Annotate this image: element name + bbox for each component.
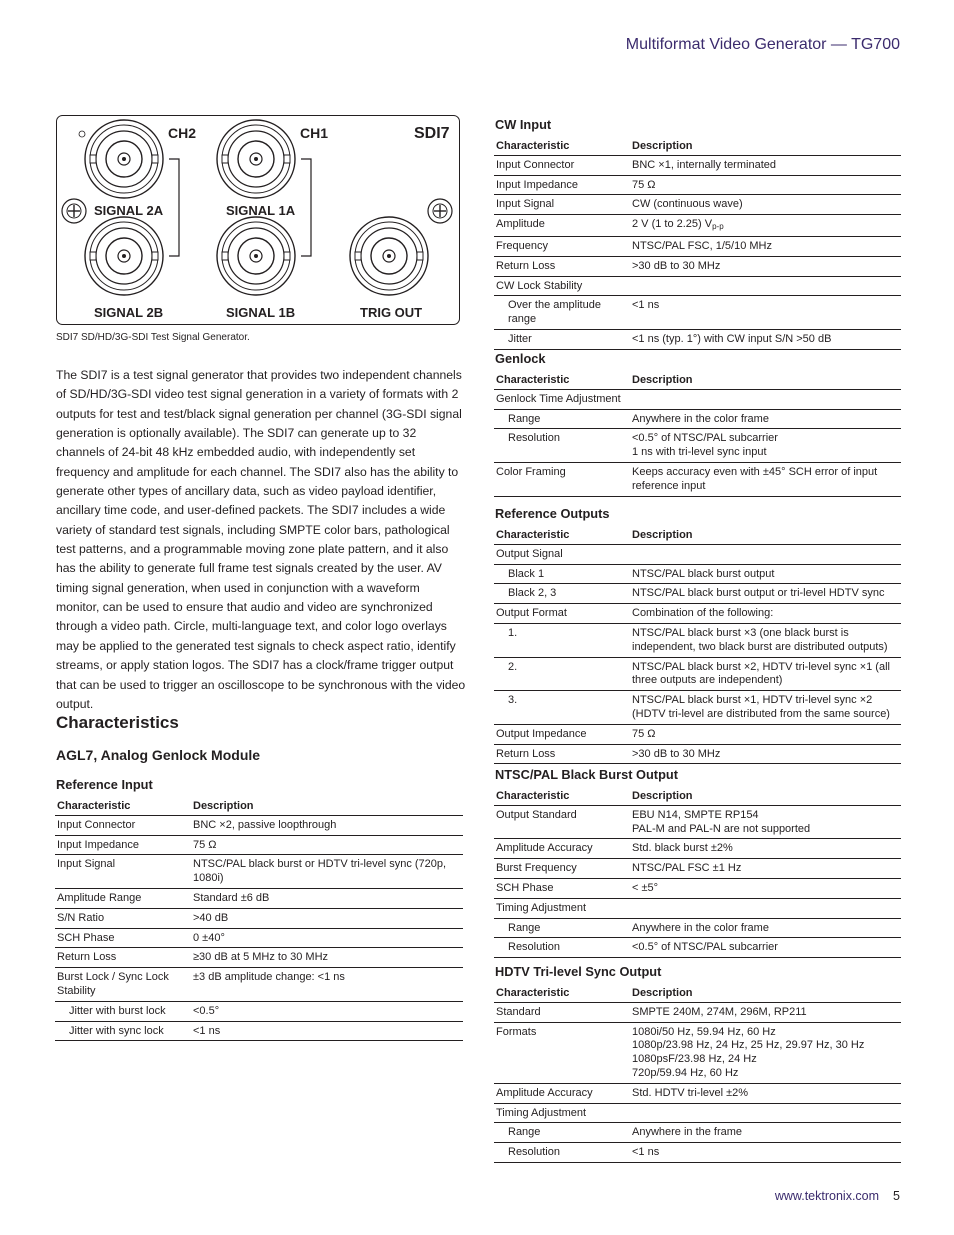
characteristic-cell — [494, 1002, 630, 1022]
description-cell — [191, 888, 463, 908]
table-row — [494, 175, 901, 195]
characteristic-cell — [494, 898, 630, 918]
cell-text: Anywhere in the color frame — [632, 921, 769, 934]
characteristic-cell — [494, 805, 630, 839]
description-cell — [191, 835, 463, 855]
table-row — [55, 968, 463, 1002]
figure-caption: SDI7 SD/HD/3G-SDI Test Signal Generator. — [56, 332, 250, 343]
cell-text: Anywhere in the frame — [632, 1126, 743, 1139]
page-number: 5 — [893, 1189, 900, 1203]
table-row — [494, 691, 901, 725]
cell-text: Input Connector — [57, 818, 136, 831]
hdtv-title: HDTV Tri-level Sync Output — [495, 964, 662, 979]
description-cell — [191, 855, 463, 889]
cell-text: 0 ±40° — [193, 931, 225, 944]
cell-text: Resolution — [508, 1146, 560, 1159]
cell-text: Return Loss — [57, 951, 117, 964]
column-header-characteristic: Characteristic — [494, 138, 630, 155]
cell-text: 3. — [508, 694, 518, 707]
cell-text: Standard ±6 dB — [193, 891, 270, 904]
table-row — [55, 888, 463, 908]
table-row — [55, 1001, 463, 1021]
column-header-characteristic: Characteristic — [494, 372, 630, 389]
characteristic-cell — [494, 544, 630, 564]
cell-text: Range — [508, 1126, 541, 1139]
cell-text: BNC ×1, internally terminated — [632, 158, 776, 171]
table-row — [494, 938, 901, 958]
cell-text: Jitter with burst lock — [69, 1004, 166, 1017]
reference-input-title: Reference Input — [56, 777, 153, 792]
description-cell — [630, 1022, 901, 1083]
table-row — [494, 544, 901, 564]
characteristic-cell — [494, 1143, 630, 1163]
cell-text: Output Impedance — [496, 727, 587, 740]
table-row — [494, 805, 901, 839]
characteristic-cell — [494, 1022, 630, 1083]
cell-text: Input Connector — [496, 158, 575, 171]
cell-text: <1 ns — [193, 1024, 221, 1037]
table-row — [494, 409, 901, 429]
column-header-description: Description — [630, 788, 901, 805]
cell-text: <1 ns — [632, 1146, 660, 1159]
characteristic-cell — [494, 155, 630, 175]
characteristic-cell — [494, 744, 630, 764]
cell-text: CW Lock Stability — [496, 279, 583, 292]
characteristic-cell — [494, 918, 630, 938]
characteristic-cell — [55, 1021, 191, 1041]
table-row — [494, 859, 901, 879]
description-cell — [630, 724, 901, 744]
cell-text: Amplitude Accuracy — [496, 1086, 593, 1099]
cell-text: NTSC/PAL black burst output or tri-level HDTV sync — [632, 587, 885, 600]
cell-text: Combination of the following: — [632, 607, 774, 620]
characteristic-cell — [494, 462, 630, 496]
cell-text: Input Signal — [496, 198, 555, 211]
table-row — [494, 155, 901, 175]
cell-text: Anywhere in the color frame — [632, 412, 769, 425]
cell-text: Formats — [496, 1025, 537, 1038]
cell-text: Black 1 — [508, 567, 545, 580]
column-header-characteristic: Characteristic — [494, 985, 630, 1002]
table-row — [55, 908, 463, 928]
table-row — [494, 564, 901, 584]
cell-text: Resolution — [508, 941, 560, 954]
column-header-description: Description — [630, 372, 901, 389]
characteristic-cell — [494, 724, 630, 744]
table-row — [494, 429, 901, 463]
label-ch2: CH2 — [168, 125, 197, 141]
description-cell — [630, 839, 901, 859]
characteristic-cell — [494, 1103, 630, 1123]
table-row — [494, 276, 901, 296]
cell-text: EBU N14, SMPTE RP154 PAL-M and PAL-N are not supported — [632, 808, 811, 835]
description-cell — [630, 329, 901, 349]
cell-text: Return Loss — [496, 747, 556, 760]
description-cell — [191, 928, 463, 948]
characteristic-cell — [55, 928, 191, 948]
agl7-heading: AGL7, Analog Genlock Module — [56, 747, 261, 763]
characteristic-cell — [55, 835, 191, 855]
characteristic-cell — [55, 1001, 191, 1021]
cell-text: >30 dB to 30 MHz — [632, 259, 721, 272]
description-cell — [630, 918, 901, 938]
description-cell — [630, 215, 901, 237]
description-cell — [191, 948, 463, 968]
characteristic-cell — [494, 1123, 630, 1143]
description-cell — [630, 878, 901, 898]
cell-text: 2. — [508, 660, 518, 673]
cell-text: Frequency — [496, 239, 548, 252]
table-row — [494, 839, 901, 859]
cell-text: CW (continuous wave) — [632, 198, 743, 211]
cell-text: 75 Ω — [632, 178, 656, 191]
cell-text: >30 dB to 30 MHz — [632, 747, 721, 760]
sdi7-rear-panel-illustration — [56, 115, 460, 325]
description-cell — [630, 236, 901, 256]
characteristic-cell — [55, 815, 191, 835]
cell-text: Over the amplitude range — [508, 299, 601, 326]
label-signal-2b: SIGNAL 2B — [94, 305, 164, 320]
cell-text: Burst Frequency — [496, 862, 577, 875]
characteristic-cell — [494, 839, 630, 859]
table-row — [55, 928, 463, 948]
ntsc-pal-table — [494, 788, 901, 958]
column-header-description: Description — [191, 798, 463, 815]
table-row — [55, 815, 463, 835]
cell-text: NTSC/PAL FSC, 1/5/10 MHz — [632, 239, 772, 252]
cell-text: >40 dB — [193, 911, 229, 924]
description-cell — [630, 1083, 901, 1103]
characteristic-cell — [494, 691, 630, 725]
table-row — [494, 1143, 901, 1163]
description-cell — [630, 1002, 901, 1022]
table-row — [494, 462, 901, 496]
table-row — [494, 1083, 901, 1103]
characteristic-cell — [494, 175, 630, 195]
description-cell — [630, 564, 901, 584]
description-cell — [630, 409, 901, 429]
hdtv-sync-output-section — [494, 964, 901, 1163]
table-row — [494, 744, 901, 764]
characteristic-cell — [494, 878, 630, 898]
characteristics-heading: Characteristics — [56, 713, 179, 732]
cell-text: Return Loss — [496, 259, 556, 272]
cell-text: Output Standard — [496, 808, 577, 821]
table-row — [494, 724, 901, 744]
cell-text: NTSC/PAL FSC ±1 Hz — [632, 862, 742, 875]
table-row — [494, 1123, 901, 1143]
characteristic-cell — [494, 215, 630, 237]
description-cell — [191, 815, 463, 835]
description-cell — [191, 908, 463, 928]
characteristic-cell — [494, 236, 630, 256]
description-cell — [630, 1103, 901, 1123]
cell-text: Output Signal — [496, 547, 563, 560]
characteristic-cell — [494, 256, 630, 276]
genlock-title: Genlock — [495, 351, 546, 366]
intro-paragraph — [56, 366, 466, 714]
reference-outputs-title: Reference Outputs — [495, 506, 610, 521]
cell-text: Color Framing — [496, 465, 566, 478]
cell-text: SCH Phase — [496, 881, 554, 894]
genlock-table — [494, 372, 901, 497]
cell-text: Input Impedance — [496, 178, 578, 191]
genlock-section — [494, 351, 901, 497]
characteristic-cell — [494, 195, 630, 215]
table-row — [494, 1002, 901, 1022]
cw-input-section — [494, 117, 901, 350]
cell-text: <1 ns — [632, 299, 660, 312]
cell-text: Black 2, 3 — [508, 587, 557, 600]
description-cell — [630, 744, 901, 764]
cell-text: <0.5° — [193, 1004, 220, 1017]
description-cell — [630, 175, 901, 195]
column-header-characteristic: Characteristic — [494, 788, 630, 805]
label-trig-out: TRIG OUT — [360, 305, 423, 320]
table-row — [494, 236, 901, 256]
column-header-description: Description — [630, 138, 901, 155]
table-row — [494, 389, 901, 409]
cell-text: Std. HDTV tri-level ±2% — [632, 1086, 749, 1099]
description-cell — [630, 584, 901, 604]
table-row — [494, 1022, 901, 1083]
column-header-characteristic: Characteristic — [494, 527, 630, 544]
characteristic-cell — [494, 604, 630, 624]
cell-text: NTSC/PAL black burst output — [632, 567, 775, 580]
characteristic-cell — [494, 623, 630, 657]
description-cell — [630, 429, 901, 463]
cw-input-title: CW Input — [495, 117, 552, 132]
table-row — [494, 898, 901, 918]
cell-text: BNC ×2, passive loopthrough — [193, 818, 337, 831]
characteristic-cell — [55, 908, 191, 928]
table-row — [494, 657, 901, 691]
label-ch1: CH1 — [300, 125, 329, 141]
cell-text: Keeps accuracy even with ±45° SCH error of input reference input — [632, 465, 878, 492]
reference-input-section — [55, 777, 463, 1041]
table-row — [494, 918, 901, 938]
label-signal-2a: SIGNAL 2A — [94, 203, 164, 218]
cell-text: Burst Lock / Sync Lock Stability — [57, 971, 169, 997]
table-row — [494, 878, 901, 898]
cell-text: Standard — [496, 1005, 541, 1018]
characteristic-cell — [55, 855, 191, 889]
characteristic-cell — [494, 938, 630, 958]
description-cell — [630, 938, 901, 958]
cell-text: Input Signal — [57, 858, 116, 871]
description-cell — [630, 604, 901, 624]
cell-text: Amplitude Accuracy — [496, 842, 593, 855]
characteristic-cell — [494, 657, 630, 691]
cell-text: 75 Ω — [193, 838, 217, 851]
description-cell — [630, 256, 901, 276]
cell-text: < ±5° — [632, 881, 659, 894]
cell-text: SCH Phase — [57, 931, 115, 944]
description-cell — [630, 623, 901, 657]
column-header-description: Description — [630, 527, 901, 544]
description-cell — [630, 155, 901, 175]
table-row — [494, 256, 901, 276]
description-cell — [630, 1143, 901, 1163]
hdtv-table — [494, 985, 901, 1163]
table-row — [494, 584, 901, 604]
reference-outputs-section — [494, 506, 901, 764]
description-cell — [191, 1021, 463, 1041]
table-row — [55, 835, 463, 855]
cell-text: ±3 dB amplitude change: <1 ns — [193, 971, 345, 984]
table-row — [494, 296, 901, 330]
reference-input-table — [55, 798, 463, 1041]
cell-text: Jitter with sync lock — [69, 1024, 164, 1037]
intro-text: The SDI7 is a test signal generator that provides two independent channels of SD/HD/3G-SDI video test signal generation in a variety of formats with 2 outputs for test and test/black signal generation per channel (3G-SDI signal generation is optionally available). The SDI7 can generate up to 32 channels of 24-bit 48 kHz embedded audio, with independently set frequency and amplitude for each channel. The SDI7 also has the ability to generate other types of ancillary data, such as video payload identifier, ancillary time code, and user-defined packets. The SDI7 includes a wide variety of standard test signals, including SMPTE color bars, pathological test patterns, and a programmable moving zone plate pattern, and it also has the ability to generate full frame test signals created by the user. AV timing signal generation, when used in conjunction with a waveform monitor, can be used to ensure that audio and video are synchronized through a video path. Circle, multi-language text, and color logo overlays may be applied to the generated test signals to check aspect ratio, identify streams, or apply station logos. The SDI7 has a clock/frame trigger output that can be used to trigger an oscilloscope to be synchronous with the video output. — [56, 368, 466, 711]
characteristic-cell — [494, 429, 630, 463]
description-cell — [630, 389, 901, 409]
description-cell — [191, 968, 463, 1002]
characteristic-cell — [494, 859, 630, 879]
table-row — [494, 215, 901, 237]
cell-text: 1080i/50 Hz, 59.94 Hz, 60 Hz 1080p/23.98 Hz, 24 Hz, 25 Hz, 29.97 Hz, 30 Hz 1080psF/23.98 Hz, 24 Hz 720p/59.94 Hz, 60 Hz — [632, 1025, 865, 1079]
description-cell — [630, 657, 901, 691]
footer-url-link[interactable]: www.tektronix.com — [774, 1189, 880, 1203]
characteristic-cell — [494, 329, 630, 349]
characteristic-cell — [55, 948, 191, 968]
cell-text: NTSC/PAL black burst or HDTV tri-level sync (720p, 1080i) — [193, 858, 447, 885]
characteristic-cell — [494, 584, 630, 604]
cell-text: Timing Adjustment — [496, 901, 587, 914]
page-header-title: Multiformat Video Generator — TG700 — [625, 36, 900, 53]
label-signal-1a: SIGNAL 1A — [226, 203, 296, 218]
table-row — [494, 329, 901, 349]
label-signal-1b: SIGNAL 1B — [226, 305, 296, 320]
characteristic-cell — [494, 389, 630, 409]
characteristic-cell — [55, 888, 191, 908]
column-header-description: Description — [630, 985, 901, 1002]
page-footer — [775, 1189, 900, 1203]
ntsc-pal-title: NTSC/PAL Black Burst Output — [495, 767, 678, 782]
cell-text: Jitter — [508, 332, 532, 345]
column-header-characteristic: Characteristic — [55, 798, 191, 815]
cell-text: Range — [508, 921, 541, 934]
description-cell — [630, 805, 901, 839]
description-cell — [191, 1001, 463, 1021]
cell-text: S/N Ratio — [57, 911, 105, 924]
cell-text: NTSC/PAL black burst ×1, HDTV tri-level sync ×2 (HDTV tri-level are distributed from the same source) — [632, 694, 890, 720]
ntsc-pal-output-section — [494, 767, 901, 958]
cell-text: <0.5° of NTSC/PAL subcarrier — [632, 941, 778, 954]
characteristic-cell — [494, 296, 630, 330]
characteristic-cell — [494, 1083, 630, 1103]
cell-text: Amplitude Range — [57, 891, 142, 904]
table-row — [55, 1021, 463, 1041]
characteristic-cell — [494, 409, 630, 429]
table-row — [494, 604, 901, 624]
cell-text: Output Format — [496, 607, 567, 620]
characteristic-cell — [494, 564, 630, 584]
cell-text: <1 ns (typ. 1°) with CW input S/N >50 dB — [632, 332, 832, 345]
cell-text: SMPTE 240M, 274M, 296M, RP211 — [632, 1005, 807, 1018]
description-cell — [630, 544, 901, 564]
cell-text: 75 Ω — [632, 727, 656, 740]
reference-outputs-table — [494, 527, 901, 764]
cell-text: Timing Adjustment — [496, 1106, 587, 1119]
cell-text: <0.5° of NTSC/PAL subcarrier 1 ns with tri-level sync input — [632, 432, 778, 459]
cw-input-table — [494, 138, 901, 350]
table-row — [494, 623, 901, 657]
description-cell — [630, 1123, 901, 1143]
table-row — [55, 948, 463, 968]
cell-text: 2 V (1 to 2.25) V — [632, 218, 713, 231]
cell-text: Resolution — [508, 432, 560, 445]
characteristic-cell — [494, 276, 630, 296]
cell-text: 1. — [508, 626, 518, 639]
cell-text: Range — [508, 412, 541, 425]
label-sdi7: SDI7 — [414, 125, 450, 142]
description-cell — [630, 859, 901, 879]
description-cell — [630, 296, 901, 330]
description-cell — [630, 195, 901, 215]
table-row — [55, 855, 463, 889]
description-cell — [630, 691, 901, 725]
description-cell — [630, 462, 901, 496]
description-cell — [630, 276, 901, 296]
cell-text: NTSC/PAL black burst ×3 (one black burst is independent, two black burst are distributed outputs) — [632, 626, 888, 653]
characteristic-cell — [55, 968, 191, 1002]
cell-text: Std. black burst ±2% — [632, 842, 733, 855]
cell-text: Genlock Time Adjustment — [496, 392, 621, 405]
amplitude-unit-subscript: p-p — [712, 222, 724, 232]
table-row — [494, 1103, 901, 1123]
cell-text: ≥30 dB at 5 MHz to 30 MHz — [193, 951, 329, 964]
cell-text: NTSC/PAL black burst ×2, HDTV tri-level sync ×1 (all three outputs are independent) — [632, 660, 890, 687]
cell-text: Input Impedance — [57, 838, 139, 851]
cell-text: Amplitude — [496, 218, 545, 231]
description-cell — [630, 898, 901, 918]
table-row — [494, 195, 901, 215]
